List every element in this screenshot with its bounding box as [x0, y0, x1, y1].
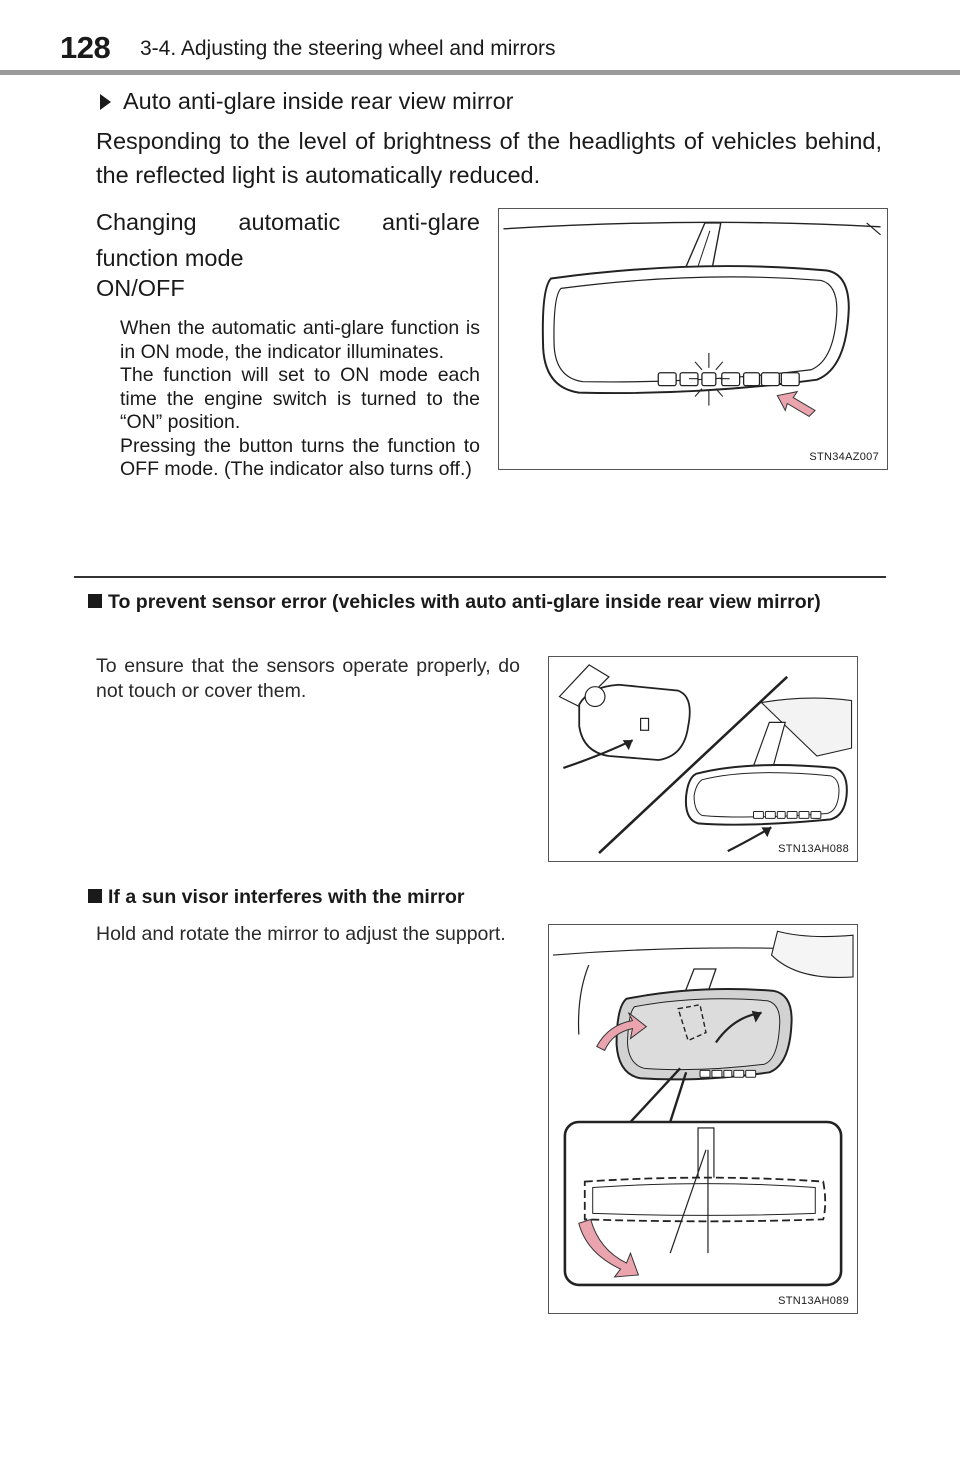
description-line: The function will set to ON mode each time the engine switch is turned to the “ON” position. [120, 364, 480, 433]
note-heading-text: To prevent sensor error (vehicles with auto anti-glare inside rear view mirror) [108, 591, 821, 613]
page-number: 128 [60, 30, 111, 65]
description-line: Pressing the button turns the function to OFF mode. (The indicator also turns off.) [120, 434, 480, 480]
mode-subheading: Changing automatic anti-glare function mode [96, 209, 480, 271]
intro-paragraph: Responding to the level of brightness of the headlights of vehicles behind, the reflected light is automatically reduced. [96, 128, 882, 188]
sun-visor-illustration [549, 925, 857, 1313]
sensor-figure [548, 656, 858, 862]
note-body-sensor: To ensure that the sensors operate properly, do not touch or cover them. [96, 655, 520, 702]
section-title: 3-4. Adjusting the steering wheel and mirrors [140, 37, 556, 60]
triangle-bullet-icon [100, 94, 111, 110]
sun-visor-figure [548, 924, 858, 1314]
note-heading-text: If a sun visor interferes with the mirror [108, 886, 465, 908]
note-body-sun-visor: Hold and rotate the mirror to adjust the support. [96, 923, 506, 945]
main-heading [100, 88, 514, 115]
mirror-figure [498, 208, 888, 470]
page-header [0, 0, 960, 76]
onoff-label: ON/OFF [96, 275, 185, 301]
mirror-illustration [499, 209, 887, 469]
sensor-illustration [549, 657, 857, 861]
main-heading-text: Auto anti-glare inside rear view mirror [123, 88, 514, 114]
note-heading-sensor [88, 590, 886, 615]
square-bullet-icon [88, 889, 102, 903]
figure-code: STN13AH089 [778, 1295, 849, 1307]
header-rule [0, 70, 960, 75]
onoff-description [120, 317, 480, 482]
figure-code: STN34AZ007 [809, 451, 879, 463]
square-bullet-icon [88, 594, 102, 608]
description-line: When the automatic anti-glare function is in ON mode, the indicator illuminates. [120, 317, 480, 363]
figure-code: STN13AH088 [778, 843, 849, 855]
note-heading-sun-visor [88, 885, 886, 910]
section-divider [74, 576, 886, 578]
